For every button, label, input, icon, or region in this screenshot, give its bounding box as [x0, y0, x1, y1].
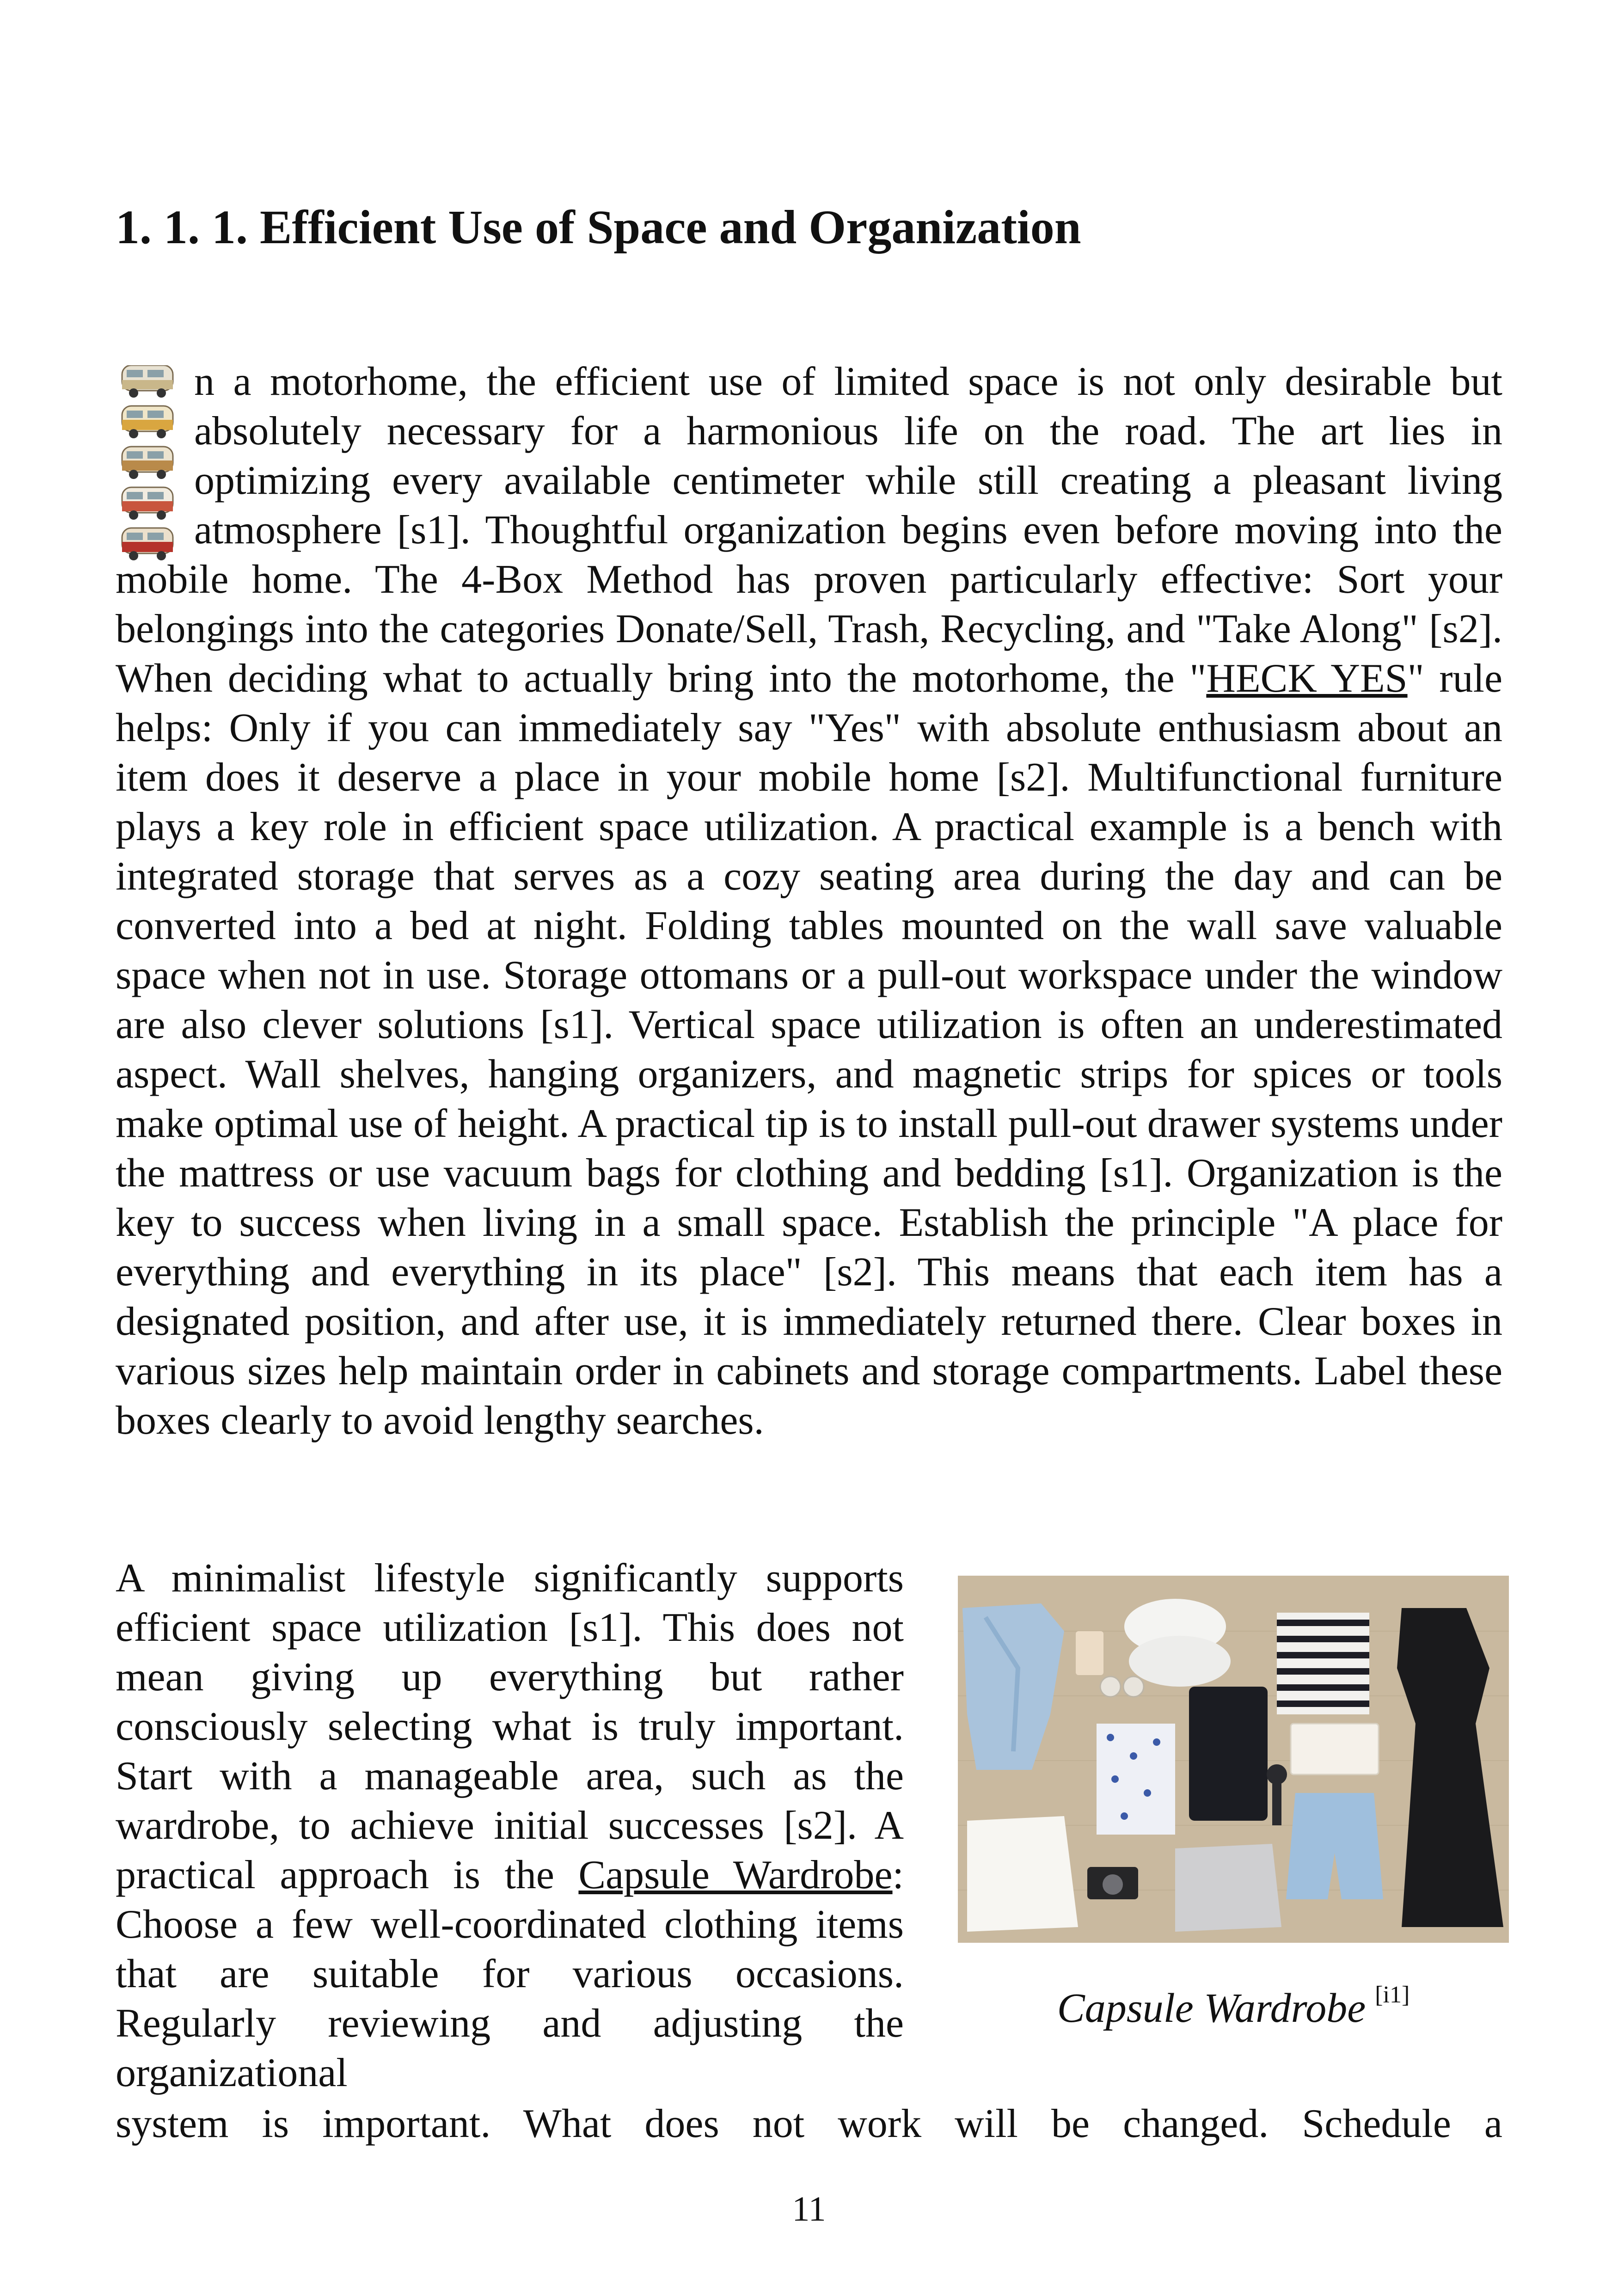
- figure-reference[interactable]: [i1]: [1375, 1982, 1410, 2008]
- luggage-tag-shape: [1076, 1631, 1103, 1675]
- heck-yes-link[interactable]: HECK YES: [1206, 656, 1408, 701]
- paragraph-minimalism-text-b: : Choose a few well-coordinated clothing items that are suitable for various occasions. Regularly reviewing and adjusting the organizational: [116, 1853, 904, 2095]
- paragraph-continuation: system is important. What does not work will be changed. Schedule a: [116, 2101, 1502, 2146]
- black-skirt-shape: [1189, 1687, 1268, 1821]
- paragraph-main-text-b: " rule helps: Only if you can immediately say "Yes" with absolute enthusiasm about an item does it deserve a place in your mobile home [s2]. Multifunctional furniture plays a key role in efficient space utilization. A practical example is a bench with integrated storage that serves as a cozy seating area during the day and can be converted into a bed at night. Folding tables mounted on the wall save valuable space when not in use. Storage ottomans or a pull-out workspace under the window are also clever solutions [s1]. Vertical space utilization is often an underestimated aspect. Wall shelves, hanging organizers, and magnetic strips for spices or tools make optimal use of height. A practical tip is to install pull-out drawer systems under the mattress or use vacuum bags for clothing and bedding [s1]. Organization is the key to success when living in a small space. Establish the principle "A place for everything and everything in its place" [s2]. This means that each item has a designated position, and after use, it is immediately returned there. Clear boxes in various sizes help maintain order in cabinets and storage compartments. Label these boxes clearly to avoid lengthy searches.: [116, 656, 1503, 1443]
- capsule-wardrobe-photo: [958, 1576, 1509, 1943]
- page-number: 11: [792, 2190, 826, 2228]
- section-heading: 1. 1. 1. Efficient Use of Space and Organization: [116, 201, 1081, 254]
- clutch-shape: [1291, 1724, 1379, 1774]
- watch-shape: [1267, 1764, 1287, 1785]
- figure-caption-text: Capsule Wardrobe: [1057, 1985, 1366, 2031]
- figure-caption: [958, 1981, 1509, 2032]
- white-sweater-shape: [967, 1816, 1078, 1932]
- capsule-wardrobe-link[interactable]: Capsule Wardrobe: [578, 1853, 893, 1897]
- grey-tee-shape: [1175, 1844, 1281, 1932]
- paragraph-main-text-a: n a motorhome, the efficient use of limited space is not only desirable but absolutely necessary for a harmonious life on the road. The art lies in optimizing every available centimeter while still creating a pleasant living atmosphere [s1]. Thoughtful organization begins even before moving into the mobile home. The 4-Box Method has proven particularly effective: Sort your belongings into the categories Donate/Sell, Trash, Recycling, and "Take Along" [s2]. When deciding what to actually bring into the motorhome, the ": [116, 359, 1502, 701]
- paragraph-minimalism-text-a: A minimalist lifestyle significantly supports efficient space utilization [s1]. This does not mean giving up everything but rather consciously selecting what is truly important. Start with a manageable area, such as the wardrobe, to achieve initial successes [s2]. A practical approach is the: [116, 1556, 904, 1897]
- dropcap-spacer: [116, 357, 194, 555]
- paragraph-minimalism: [116, 1553, 904, 2098]
- striped-top-shape: [1277, 1613, 1369, 1714]
- paragraph-main: [116, 357, 1502, 1445]
